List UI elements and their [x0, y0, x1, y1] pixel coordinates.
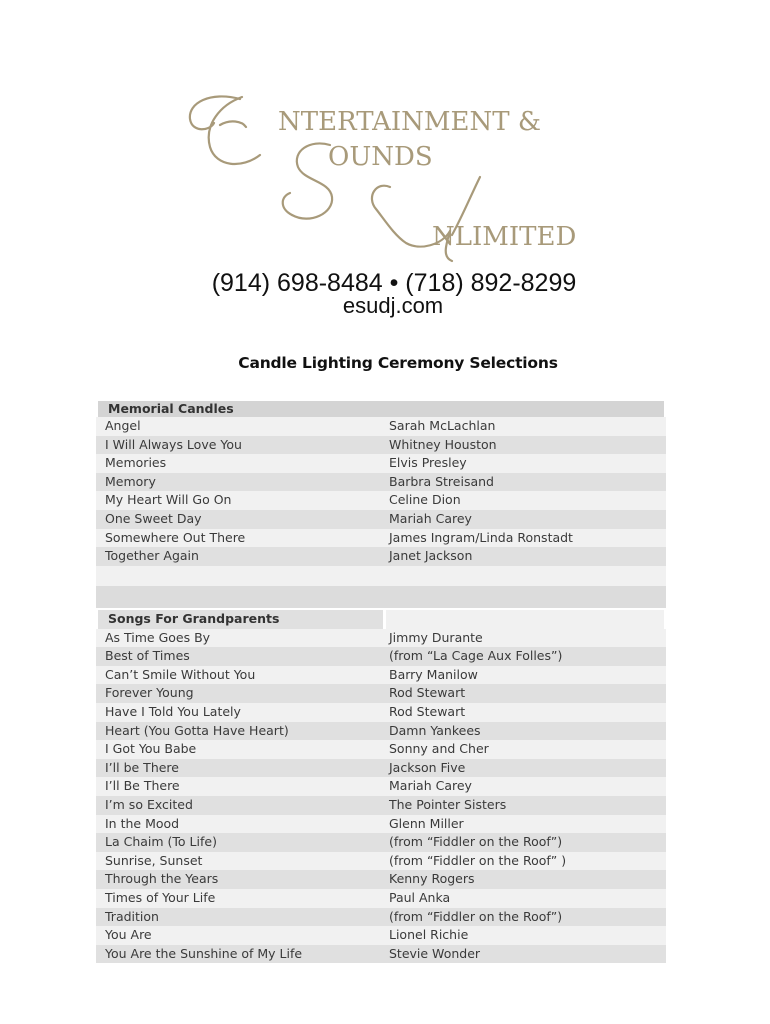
- table-row: Sunrise, Sunset (from “Fiddler on the Roof” ): [96, 852, 666, 871]
- company-logo: [180, 85, 610, 265]
- memorial-candles-table: [96, 401, 666, 608]
- section-heading: Songs For Grandparents: [96, 610, 666, 629]
- table-row: Angel Sarah McLachlan: [96, 417, 666, 436]
- table-row: My Heart Will Go On Celine Dion: [96, 491, 666, 510]
- table-row: Through the Years Kenny Rogers: [96, 870, 666, 889]
- logo-line-unlimited: NLIMITED: [432, 222, 577, 252]
- table-row: Can’t Smile Without You Barry Manilow: [96, 666, 666, 685]
- table-row: As Time Goes By Jimmy Durante: [96, 629, 666, 648]
- table-row: La Chaim (To Life) (from “Fiddler on the Roof”): [96, 833, 666, 852]
- grandparents-table: [96, 610, 666, 963]
- page-title: Candle Lighting Ceremony Selections: [238, 354, 558, 372]
- table-row: I Got You Babe Sonny and Cher: [96, 740, 666, 759]
- logo-line-entertainment: NTERTAINMENT &: [278, 107, 542, 137]
- table-row: Memories Elvis Presley: [96, 454, 666, 473]
- table-row: Have I Told You Lately Rod Stewart: [96, 703, 666, 722]
- table-row: You Are the Sunshine of My Life Stevie Wonder: [96, 945, 666, 964]
- table-row: I’m so Excited The Pointer Sisters: [96, 796, 666, 815]
- spacer-row: [96, 566, 666, 586]
- table-row: Best of Times (from “La Cage Aux Folles”): [96, 647, 666, 666]
- website: esudj.com: [342, 293, 444, 318]
- table-row: Heart (You Gotta Have Heart) Damn Yankees: [96, 722, 666, 741]
- table-row: I Will Always Love You Whitney Houston: [96, 436, 666, 455]
- table-row: One Sweet Day Mariah Carey: [96, 510, 666, 529]
- table-row: You Are Lionel Richie: [96, 926, 666, 945]
- table-row: I’ll Be There Mariah Carey: [96, 777, 666, 796]
- section-heading: Memorial Candles: [98, 401, 664, 417]
- table-row: Somewhere Out There James Ingram/Linda Ronstadt: [96, 529, 666, 548]
- table-row: Times of Your Life Paul Anka: [96, 889, 666, 908]
- table-row: I’ll be There Jackson Five: [96, 759, 666, 778]
- table-row: Together Again Janet Jackson: [96, 547, 666, 566]
- spacer-row: [96, 586, 666, 608]
- phone-numbers: (914) 698-8484 • (718) 892-8299: [211, 269, 577, 297]
- table-row: Tradition (from “Fiddler on the Roof”): [96, 908, 666, 927]
- logo-line-sounds: OUNDS: [328, 142, 433, 172]
- table-row: Memory Barbra Streisand: [96, 473, 666, 492]
- table-row: Forever Young Rod Stewart: [96, 684, 666, 703]
- table-row: In the Mood Glenn Miller: [96, 815, 666, 834]
